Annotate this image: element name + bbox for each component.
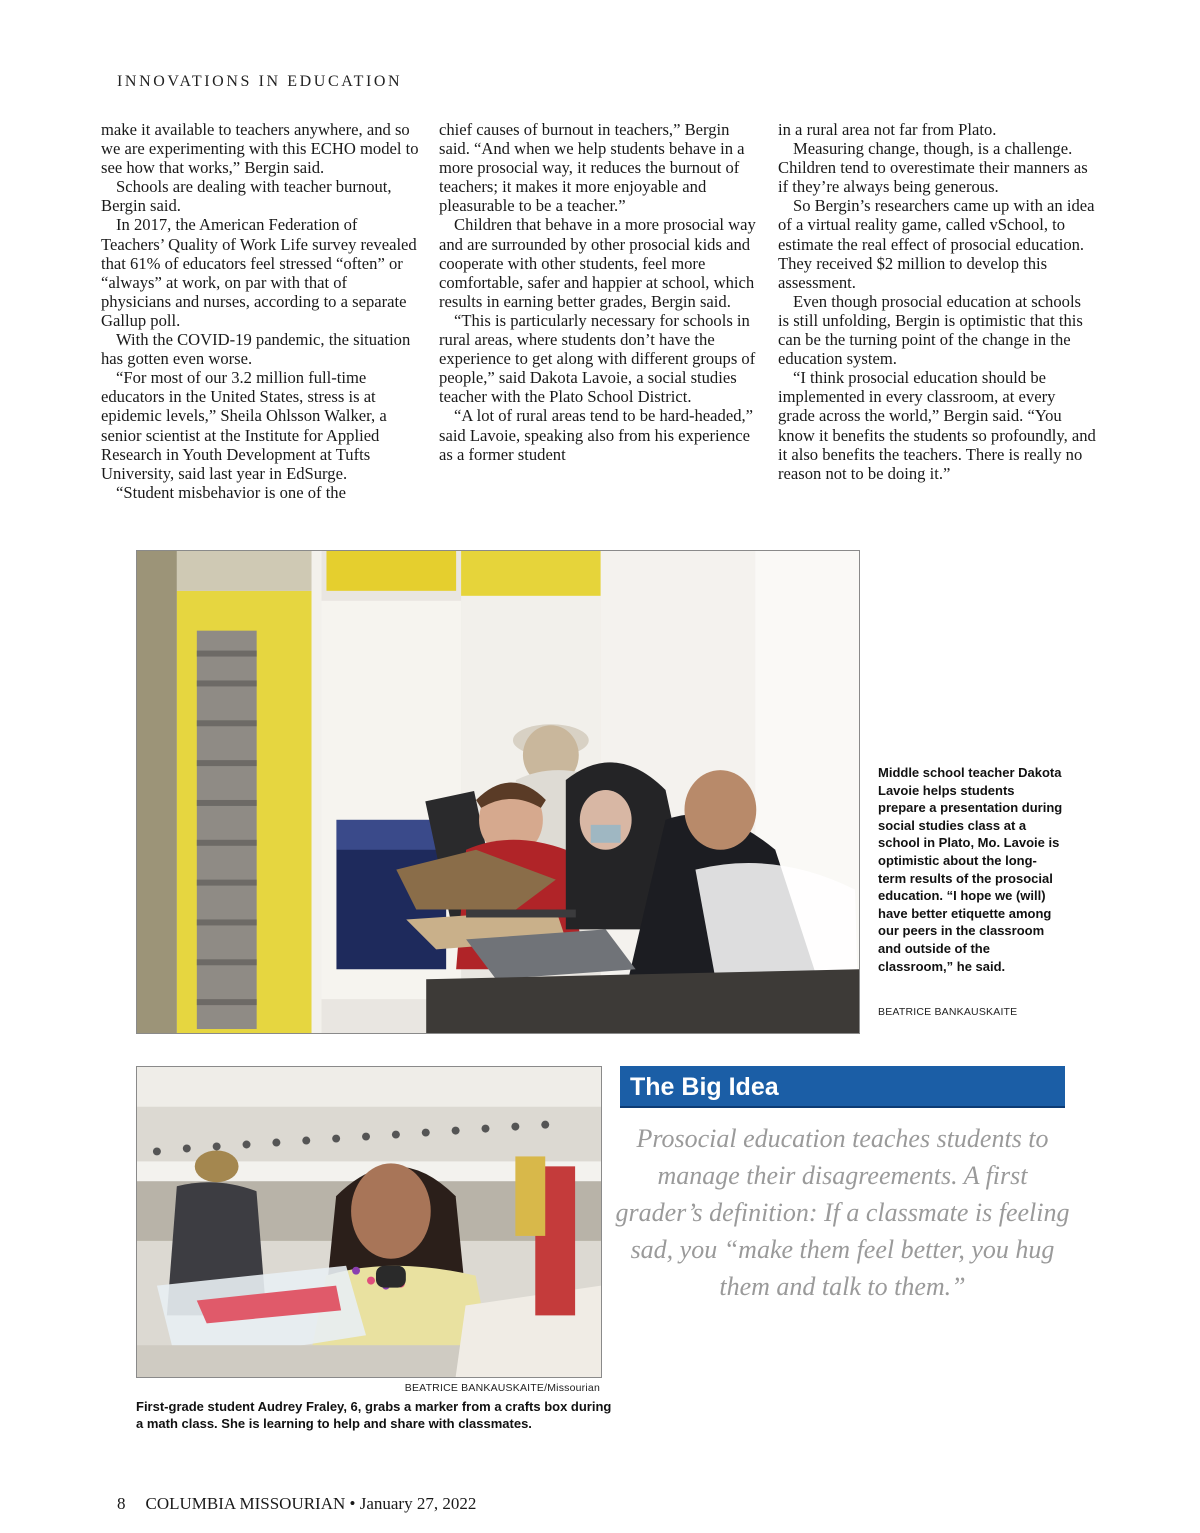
article-paragraph: chief causes of burnout in teachers,” Bergin said. “And when we help students behave in a more prosocial way, it reduces the burnout of teachers; it makes it more enjoyable and pleasurable to be a teacher.” <box>439 120 745 216</box>
photo-credit: BEATRICE BANKAUSKAITE <box>878 1006 1018 1018</box>
photo-credit: BEATRICE BANKAUSKAITE/Missourian <box>404 1382 600 1394</box>
article-paragraph: in a rural area not far from Plato. <box>778 120 997 139</box>
photo-caption: Middle school teacher Dakota Lavoie helps students prepare a presentation during social studies class at a school in Plato, Mo. Lavoie is optimistic about the long-term results of the prosocial education. “I hope we (will) have better etiquette among our peers in the classroom and outside of the classroom,” he said. <box>878 765 1063 974</box>
article-paragraph: “I think prosocial education should be implemented in every classroom, at every grade across the world,” Bergin said. “You know it benefits the students so profoundly, and it also benefits the teachers. There is really no reason not to be doing it.” <box>778 368 1096 483</box>
article-paragraph: So Bergin’s researchers came up with an idea of a virtual reality game, called vSchool, to estimate the real effect of prosocial education. They received $2 million to develop this assessment. <box>778 196 1095 292</box>
article-paragraph: “For most of our 3.2 million full-time educators in the United States, stress is at epidemic levels,” Sheila Ohlsson Walker, a senior scientist at the Institute for Applied Research in Youth Development at Tufts University, said last year in EdSurge. <box>101 368 387 483</box>
classroom-photo <box>136 550 860 1034</box>
article-paragraph: “Student misbehavior is one of the <box>116 482 346 502</box>
first-grader-photo <box>136 1066 602 1378</box>
page-footer <box>117 1494 476 1514</box>
article-paragraph: In 2017, the American Federation of Teachers’ Quality of Work Life survey revealed that 61% of educators feel stressed “often” or “always” at work, on par with that of physicians and nurses, according to a separate Gallup poll. <box>101 215 417 330</box>
article-paragraph: make it available to teachers anywhere, and so we are experimenting with this ECHO model to see how that works,” Bergin said. <box>101 120 419 178</box>
big-idea-heading: The Big Idea <box>620 1066 1065 1108</box>
article-paragraph: Children that behave in a more prosocial way and are surrounded by other prosocial kids and cooperate with other students, feel more comfortable, safer and happier at school, which results in earning better grades, Bergin said. <box>439 215 756 311</box>
article-paragraph: Even though prosocial education at schools is still unfolding, Bergin is optimistic that this can be the turning point of the change in the education system. <box>778 291 1083 369</box>
article-paragraph: With the COVID-19 pandemic, the situation has gotten even worse. <box>101 330 411 369</box>
big-idea-pullquote: Prosocial education teaches students to manage their disagreements. A first grader’s definition: If a classmate is feeling sad, you “make them feel better, you hug them and talk to them.” <box>615 1124 1070 1301</box>
article-paragraph: “A lot of rural areas tend to be hard-headed,” said Lavoie, speaking also from his experience as a former student <box>439 406 754 464</box>
section-label: INNOVATIONS IN EDUCATION <box>117 73 403 90</box>
publication-dateline: COLUMBIA MISSOURIAN • January 27, 2022 <box>145 1494 477 1513</box>
article-paragraph: “This is particularly necessary for schools in rural areas, where students don’t have the experience to get along with different groups of people,” said Dakota Lavoie, a social studies teacher with the Plato School District. <box>439 310 756 407</box>
article-column-1 <box>101 120 419 502</box>
article-column-3 <box>778 120 1096 483</box>
page-number: 8 <box>117 1494 126 1513</box>
article-column-2 <box>439 120 757 464</box>
article-paragraph: Measuring change, though, is a challenge. Children tend to overestimate their manners as if they’re always being generous. <box>778 139 1088 197</box>
photo-caption: First-grade student Audrey Fraley, 6, grabs a marker from a crafts box during a math class. She is learning to help and share with classmates. <box>136 1399 612 1431</box>
classroom-photo-illustration <box>137 551 859 1033</box>
first-grader-photo-illustration <box>137 1067 601 1377</box>
article-paragraph: Schools are dealing with teacher burnout, Bergin said. <box>101 177 392 216</box>
